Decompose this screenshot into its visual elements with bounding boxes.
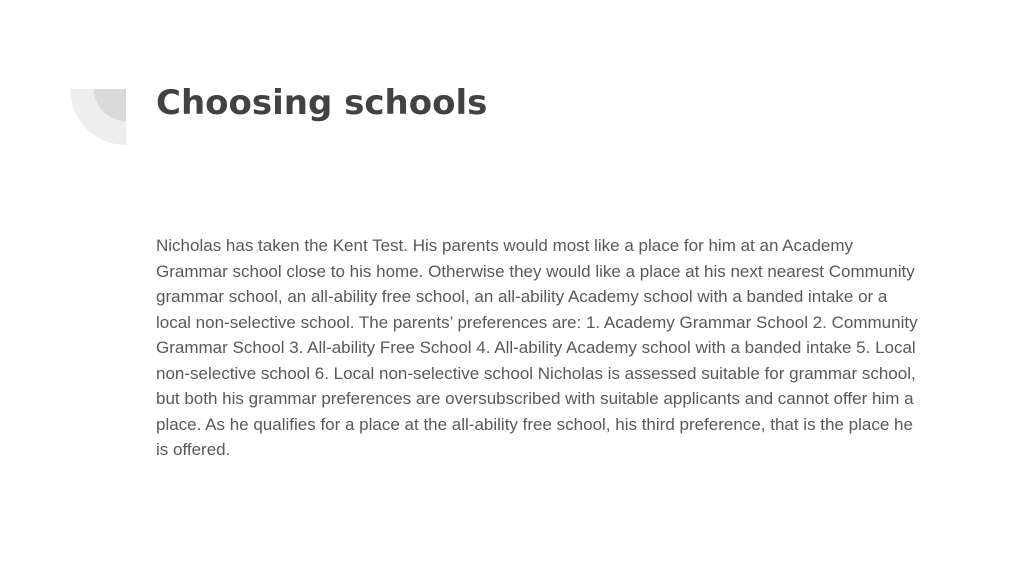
slide-body-text: Nicholas has taken the Kent Test. His parents would most like a place for him at an Academy Grammar school close to his home. Otherwise they would like a place at his next nearest Community grammar school, an all-ability free school, an all-ability Academy school with a banded intake or a local non-selective school. The parents’ preferences are: 1. Academy Grammar School 2. Community Grammar School 3. All-ability Free School 4. All-ability Academy school with a banded intake 5. Local non-selective school 6. Local non-selective school Nicholas is assessed suitable for grammar school, but both his grammar preferences are oversubscribed with suitable applicants and cannot offer him a place. As he qualifies for a place at the all-ability free school, his third preference, that is the place he is offered. xyxy=(156,236,918,459)
quarter-circle-decoration xyxy=(70,89,126,145)
slide-title: Choosing schools xyxy=(156,83,488,123)
